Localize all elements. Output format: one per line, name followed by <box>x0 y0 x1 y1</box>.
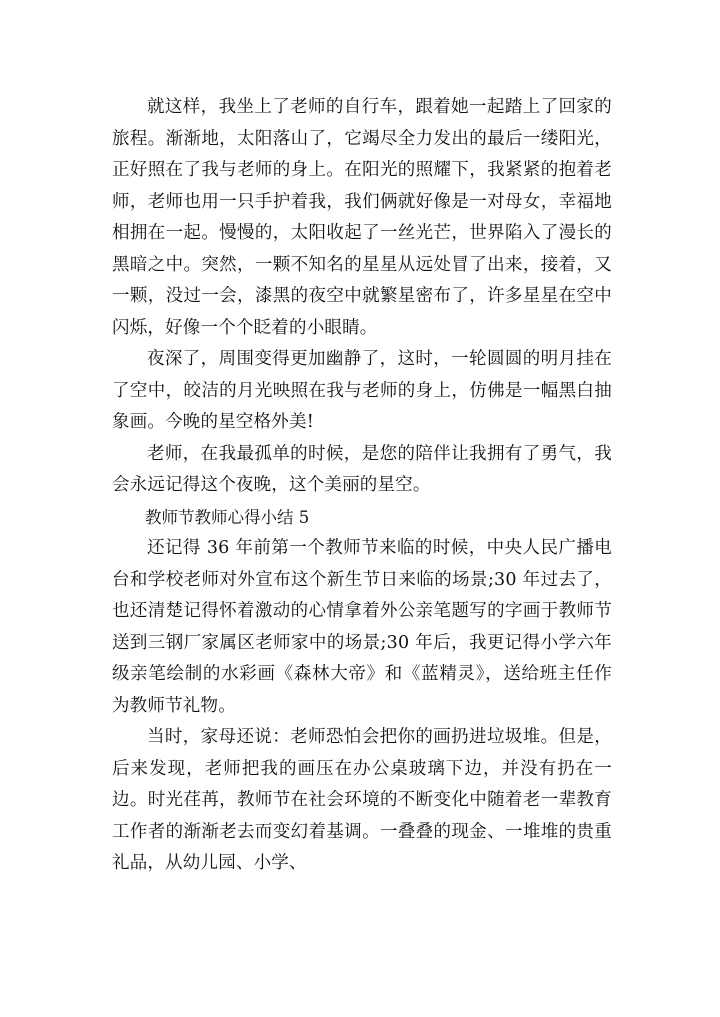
paragraph-night-moon: 夜深了，周围变得更加幽静了，这时，一轮圆圆的明月挂在了空中，皎洁的月光映照在我与老师的身上，仿佛是一幅黑白抽象画。今晚的星空格外美! <box>112 349 612 432</box>
document-body <box>112 92 612 880</box>
paragraph-first-teachers-day: 还记得 36 年前第一个教师节来临的时候，中央人民广播电台和学校老师对外宣布这个新生节日来临的场景;30 年过去了，也还清楚记得怀着激动的心情拿着外公亲笔题写的字画于教师节送到三钢厂家属区老师家中的场景;30 年后，我更记得小学六年级亲笔绘制的水彩画《森林大帝》和《蓝精灵》，送给班主任作为教师节礼物。 <box>112 538 612 716</box>
paragraph-gratitude: 老师，在我最孤单的时候，是您的陪伴让我拥有了勇气，我会永远记得这个夜晚，这个美丽的星空。 <box>112 443 612 495</box>
paragraph-mother-remark: 当时，家母还说：老师恐怕会把你的画扔进垃圾堆。但是，后来发现，老师把我的画压在办公桌玻璃下边，并没有扔在一边。时光荏苒，教师节在社会环境的不断变化中随着老一辈教育工作者的渐渐老去而变幻着基调。一叠叠的现金、一堆堆的贵重礼品，从幼儿园、小学、 <box>112 727 612 873</box>
paragraph-bike-ride-home: 就这样，我坐上了老师的自行车，跟着她一起踏上了回家的旅程。渐渐地，太阳落山了，它竭尽全力发出的最后一缕阳光，正好照在了我与老师的身上。在阳光的照耀下，我紧紧的抱着老师，老师也用一只手护着我，我们俩就好像是一对母女，幸福地相拥在一起。慢慢的，太阳收起了一丝光芒，世界陷入了漫长的黑暗之中。突然，一颗不知名的星星从远处冒了出来，接着，又一颗，没过一会，漆黑的夜空中就繁星密布了，许多星星在空中闪烁，好像一个个眨着的小眼睛。 <box>112 97 612 338</box>
section-title: 教师节教师心得小结 5 <box>145 507 310 527</box>
